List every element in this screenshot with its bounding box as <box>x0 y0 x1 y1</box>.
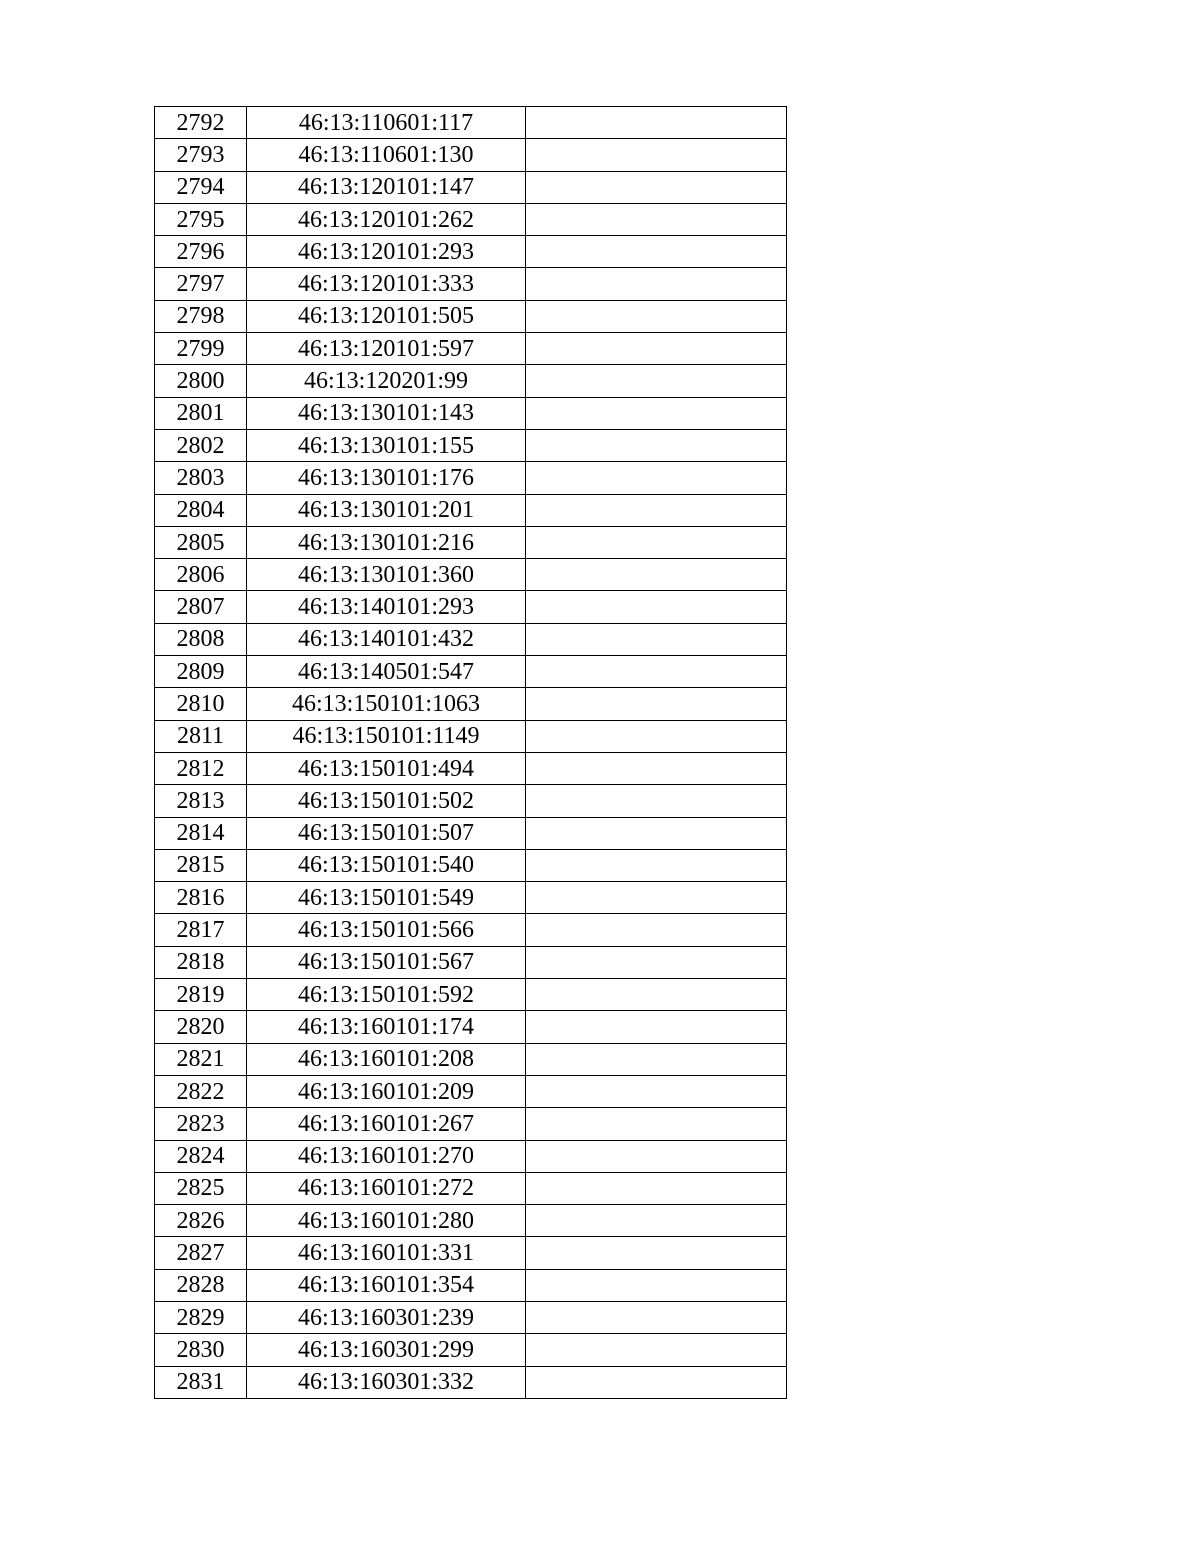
cadastral-number-cell: 46:13:130101:201 <box>247 494 526 526</box>
cadastral-number-cell: 46:13:150101:1063 <box>247 688 526 720</box>
table-row <box>155 365 787 397</box>
cadastral-number-cell: 46:13:120101:597 <box>247 333 526 365</box>
empty-cell <box>526 1043 787 1075</box>
table-row <box>155 849 787 881</box>
cadastral-number-cell: 46:13:150101:566 <box>247 914 526 946</box>
table-row <box>155 1140 787 1172</box>
empty-cell <box>526 268 787 300</box>
table-row <box>155 397 787 429</box>
table-row <box>155 1366 787 1398</box>
cadastral-number-cell: 46:13:110601:117 <box>247 107 526 139</box>
row-number-cell: 2803 <box>155 462 247 494</box>
row-number-cell: 2820 <box>155 1011 247 1043</box>
cadastral-number-cell: 46:13:130101:176 <box>247 462 526 494</box>
empty-cell <box>526 333 787 365</box>
table-row <box>155 559 787 591</box>
cadastral-number-cell: 46:13:120101:293 <box>247 236 526 268</box>
row-number-cell: 2799 <box>155 333 247 365</box>
empty-cell <box>526 623 787 655</box>
table-row <box>155 462 787 494</box>
row-number-cell: 2798 <box>155 300 247 332</box>
row-number-cell: 2814 <box>155 817 247 849</box>
empty-cell <box>526 236 787 268</box>
empty-cell <box>526 720 787 752</box>
parcel-table <box>154 106 787 1399</box>
empty-cell <box>526 752 787 784</box>
cadastral-number-cell: 46:13:120101:147 <box>247 171 526 203</box>
table-row <box>155 1269 787 1301</box>
cadastral-number-cell: 46:13:130101:360 <box>247 559 526 591</box>
cadastral-number-cell: 46:13:140501:547 <box>247 656 526 688</box>
table-row <box>155 720 787 752</box>
empty-cell <box>526 817 787 849</box>
row-number-cell: 2817 <box>155 914 247 946</box>
table-row <box>155 1108 787 1140</box>
empty-cell <box>526 656 787 688</box>
table-row <box>155 429 787 461</box>
row-number-cell: 2811 <box>155 720 247 752</box>
cadastral-number-cell: 46:13:120101:262 <box>247 203 526 235</box>
empty-cell <box>526 688 787 720</box>
row-number-cell: 2810 <box>155 688 247 720</box>
row-number-cell: 2806 <box>155 559 247 591</box>
cadastral-number-cell: 46:13:140101:293 <box>247 591 526 623</box>
cadastral-number-cell: 46:13:150101:549 <box>247 882 526 914</box>
cadastral-number-cell: 46:13:160101:270 <box>247 1140 526 1172</box>
table-row <box>155 268 787 300</box>
table-row <box>155 171 787 203</box>
cadastral-number-cell: 46:13:160101:174 <box>247 1011 526 1043</box>
row-number-cell: 2823 <box>155 1108 247 1140</box>
table-row <box>155 656 787 688</box>
row-number-cell: 2819 <box>155 979 247 1011</box>
empty-cell <box>526 526 787 558</box>
empty-cell <box>526 1140 787 1172</box>
row-number-cell: 2826 <box>155 1205 247 1237</box>
table-row <box>155 526 787 558</box>
empty-cell <box>526 1334 787 1366</box>
empty-cell <box>526 107 787 139</box>
row-number-cell: 2795 <box>155 203 247 235</box>
empty-cell <box>526 203 787 235</box>
row-number-cell: 2808 <box>155 623 247 655</box>
empty-cell <box>526 365 787 397</box>
empty-cell <box>526 139 787 171</box>
table-row <box>155 333 787 365</box>
table-row <box>155 688 787 720</box>
table-row <box>155 1205 787 1237</box>
empty-cell <box>526 979 787 1011</box>
row-number-cell: 2831 <box>155 1366 247 1398</box>
empty-cell <box>526 1172 787 1204</box>
row-number-cell: 2815 <box>155 849 247 881</box>
table-row <box>155 1334 787 1366</box>
empty-cell <box>526 914 787 946</box>
row-number-cell: 2792 <box>155 107 247 139</box>
cadastral-number-cell: 46:13:150101:502 <box>247 785 526 817</box>
table-row <box>155 1011 787 1043</box>
cadastral-number-cell: 46:13:120101:505 <box>247 300 526 332</box>
empty-cell <box>526 462 787 494</box>
cadastral-number-cell: 46:13:150101:1149 <box>247 720 526 752</box>
row-number-cell: 2805 <box>155 526 247 558</box>
cadastral-number-cell: 46:13:130101:155 <box>247 429 526 461</box>
empty-cell <box>526 1237 787 1269</box>
cadastral-number-cell: 46:13:120201:99 <box>247 365 526 397</box>
table-row <box>155 1172 787 1204</box>
cadastral-number-cell: 46:13:120101:333 <box>247 268 526 300</box>
cadastral-number-cell: 46:13:160301:332 <box>247 1366 526 1398</box>
row-number-cell: 2830 <box>155 1334 247 1366</box>
empty-cell <box>526 429 787 461</box>
cadastral-number-cell: 46:13:160101:280 <box>247 1205 526 1237</box>
empty-cell <box>526 559 787 591</box>
empty-cell <box>526 1075 787 1107</box>
empty-cell <box>526 882 787 914</box>
empty-cell <box>526 1269 787 1301</box>
row-number-cell: 2816 <box>155 882 247 914</box>
empty-cell <box>526 849 787 881</box>
row-number-cell: 2821 <box>155 1043 247 1075</box>
table-row <box>155 914 787 946</box>
parcel-table-body <box>155 107 787 1399</box>
row-number-cell: 2828 <box>155 1269 247 1301</box>
empty-cell <box>526 397 787 429</box>
empty-cell <box>526 1205 787 1237</box>
table-row <box>155 882 787 914</box>
empty-cell <box>526 300 787 332</box>
table-row <box>155 139 787 171</box>
table-row <box>155 107 787 139</box>
row-number-cell: 2800 <box>155 365 247 397</box>
cadastral-number-cell: 46:13:130101:216 <box>247 526 526 558</box>
table-row <box>155 300 787 332</box>
table-row <box>155 203 787 235</box>
empty-cell <box>526 171 787 203</box>
row-number-cell: 2793 <box>155 139 247 171</box>
cadastral-number-cell: 46:13:110601:130 <box>247 139 526 171</box>
row-number-cell: 2829 <box>155 1301 247 1333</box>
table-row <box>155 752 787 784</box>
cadastral-number-cell: 46:13:160101:208 <box>247 1043 526 1075</box>
row-number-cell: 2825 <box>155 1172 247 1204</box>
empty-cell <box>526 946 787 978</box>
row-number-cell: 2801 <box>155 397 247 429</box>
row-number-cell: 2804 <box>155 494 247 526</box>
row-number-cell: 2807 <box>155 591 247 623</box>
table-row <box>155 979 787 1011</box>
table-row <box>155 1075 787 1107</box>
empty-cell <box>526 1366 787 1398</box>
cadastral-number-cell: 46:13:150101:567 <box>247 946 526 978</box>
empty-cell <box>526 785 787 817</box>
row-number-cell: 2802 <box>155 429 247 461</box>
table-row <box>155 494 787 526</box>
row-number-cell: 2809 <box>155 656 247 688</box>
empty-cell <box>526 1108 787 1140</box>
table-row <box>155 817 787 849</box>
table-row <box>155 1237 787 1269</box>
cadastral-number-cell: 46:13:140101:432 <box>247 623 526 655</box>
cadastral-number-cell: 46:13:160101:267 <box>247 1108 526 1140</box>
row-number-cell: 2797 <box>155 268 247 300</box>
row-number-cell: 2813 <box>155 785 247 817</box>
cadastral-number-cell: 46:13:160101:272 <box>247 1172 526 1204</box>
cadastral-number-cell: 46:13:130101:143 <box>247 397 526 429</box>
cadastral-number-cell: 46:13:160101:331 <box>247 1237 526 1269</box>
empty-cell <box>526 1301 787 1333</box>
table-row <box>155 591 787 623</box>
empty-cell <box>526 1011 787 1043</box>
row-number-cell: 2796 <box>155 236 247 268</box>
cadastral-number-cell: 46:13:160101:354 <box>247 1269 526 1301</box>
cadastral-number-cell: 46:13:160101:209 <box>247 1075 526 1107</box>
row-number-cell: 2824 <box>155 1140 247 1172</box>
table-row <box>155 1301 787 1333</box>
cadastral-number-cell: 46:13:150101:540 <box>247 849 526 881</box>
table-row <box>155 236 787 268</box>
table-row <box>155 623 787 655</box>
cadastral-number-cell: 46:13:160301:239 <box>247 1301 526 1333</box>
empty-cell <box>526 494 787 526</box>
cadastral-number-cell: 46:13:150101:507 <box>247 817 526 849</box>
table-row <box>155 1043 787 1075</box>
row-number-cell: 2812 <box>155 752 247 784</box>
row-number-cell: 2818 <box>155 946 247 978</box>
row-number-cell: 2794 <box>155 171 247 203</box>
cadastral-number-cell: 46:13:150101:592 <box>247 979 526 1011</box>
cadastral-number-cell: 46:13:150101:494 <box>247 752 526 784</box>
table-row <box>155 946 787 978</box>
table-row <box>155 785 787 817</box>
row-number-cell: 2822 <box>155 1075 247 1107</box>
empty-cell <box>526 591 787 623</box>
cadastral-number-cell: 46:13:160301:299 <box>247 1334 526 1366</box>
row-number-cell: 2827 <box>155 1237 247 1269</box>
